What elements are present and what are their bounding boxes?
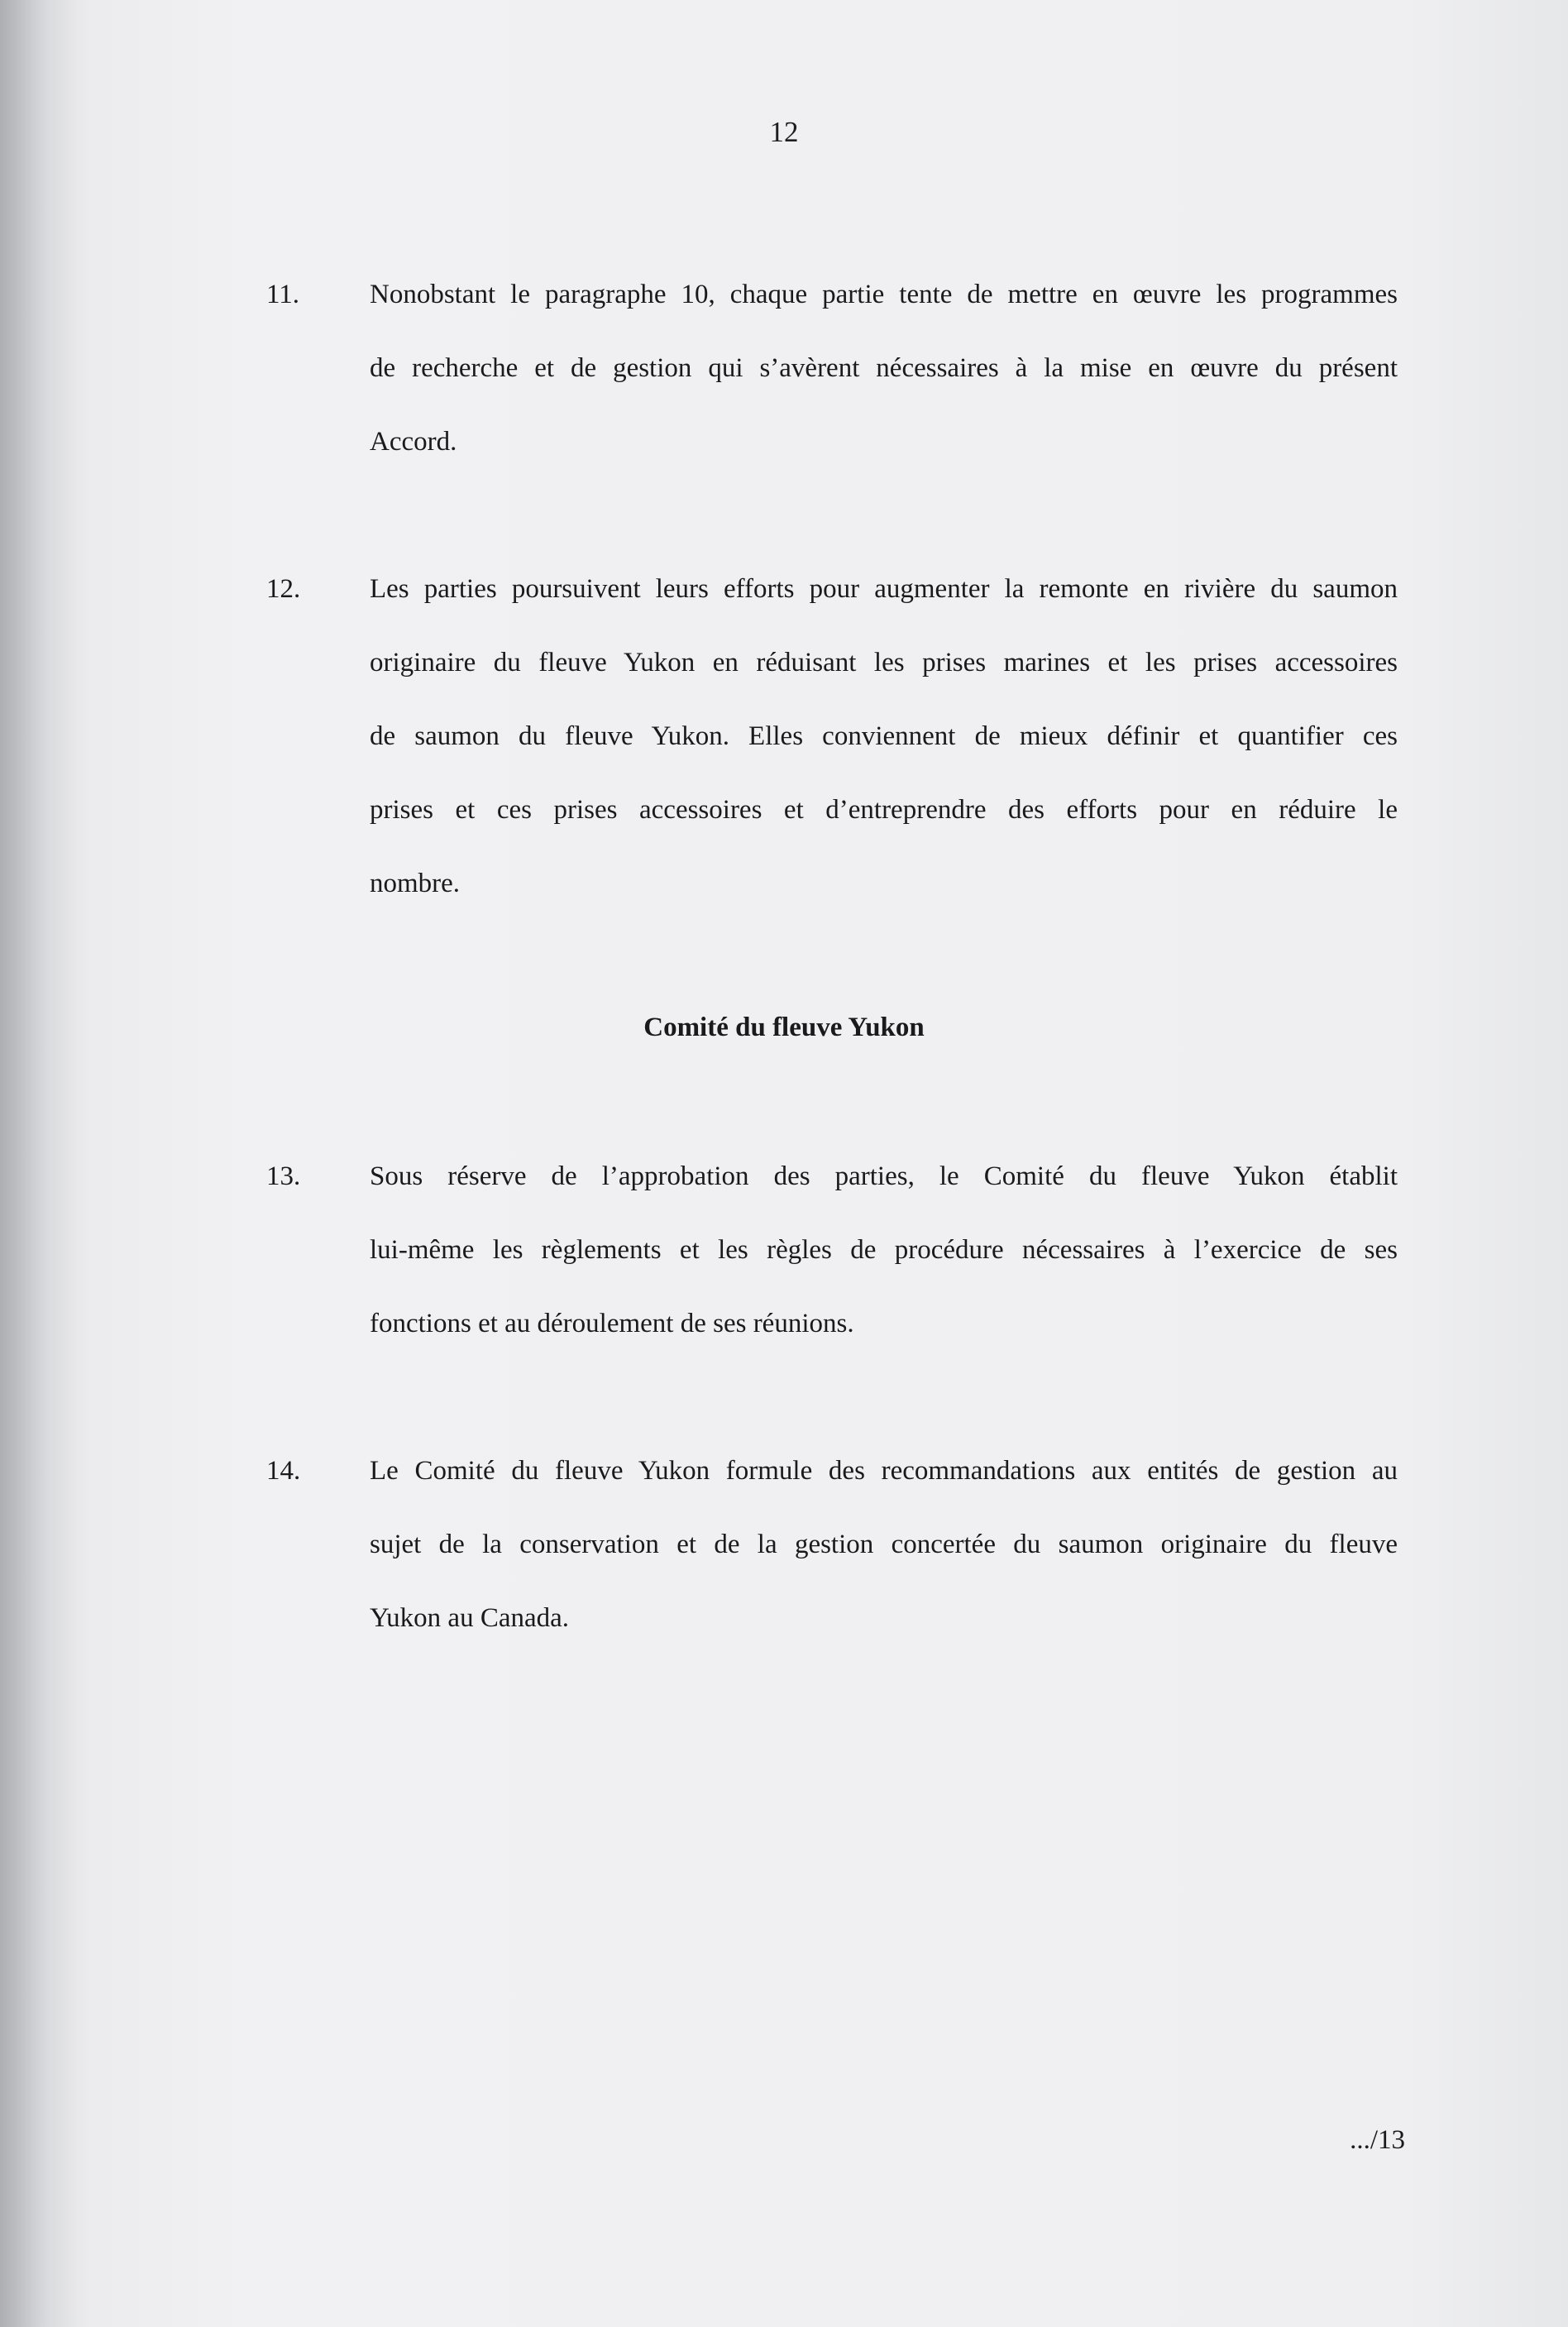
paragraph-line: nombre.: [370, 869, 461, 898]
paragraph-line: Yukon au Canada.: [370, 1603, 570, 1633]
paragraph-line: Sous réserve de l’approbation des parties, le Comité du fleuve Yukon établit: [370, 1161, 1398, 1191]
paragraph-line: sujet de la conservation et de la gestion concertée du saumon originaire du fleuve: [370, 1530, 1398, 1559]
paragraph-line: de saumon du fleuve Yukon. Elles conviennent de mieux définir et quantifier ces: [370, 721, 1398, 751]
paragraph-line: Les parties poursuivent leurs efforts pour augmenter la remonte en rivière du saumon: [370, 574, 1398, 604]
paragraph-line: Accord.: [370, 427, 457, 457]
next-page-marker: .../13: [1350, 2125, 1405, 2155]
paragraph-number: 14.: [266, 1456, 301, 1486]
paragraph-line: Le Comité du fleuve Yukon formule des recommandations aux entités de gestion au: [370, 1456, 1398, 1486]
binding-shadow: [0, 0, 79, 2327]
paragraph-line: prises et ces prises accessoires et d’entreprendre des efforts pour en réduire le: [370, 795, 1398, 825]
page-number: 12: [769, 116, 799, 148]
paragraph-line: de recherche et de gestion qui s’avèrent nécessaires à la mise en œuvre du présent: [370, 353, 1398, 383]
paragraph-line: originaire du fleuve Yukon en réduisant les prises marines et les prises accessoires: [370, 648, 1398, 678]
section-heading: Comité du fleuve Yukon: [643, 1013, 925, 1042]
paragraph-line: lui-même les règlements et les règles de procédure nécessaires à l’exercice de ses: [370, 1235, 1398, 1265]
paragraph-line: Nonobstant le paragraphe 10, chaque partie tente de mettre en œuvre les programmes: [370, 280, 1398, 309]
paragraph-number: 11.: [266, 280, 300, 309]
paragraph-number: 12.: [266, 574, 301, 604]
paragraph-number: 13.: [266, 1161, 301, 1191]
paragraph-line: fonctions et au déroulement de ses réunions.: [370, 1309, 854, 1338]
